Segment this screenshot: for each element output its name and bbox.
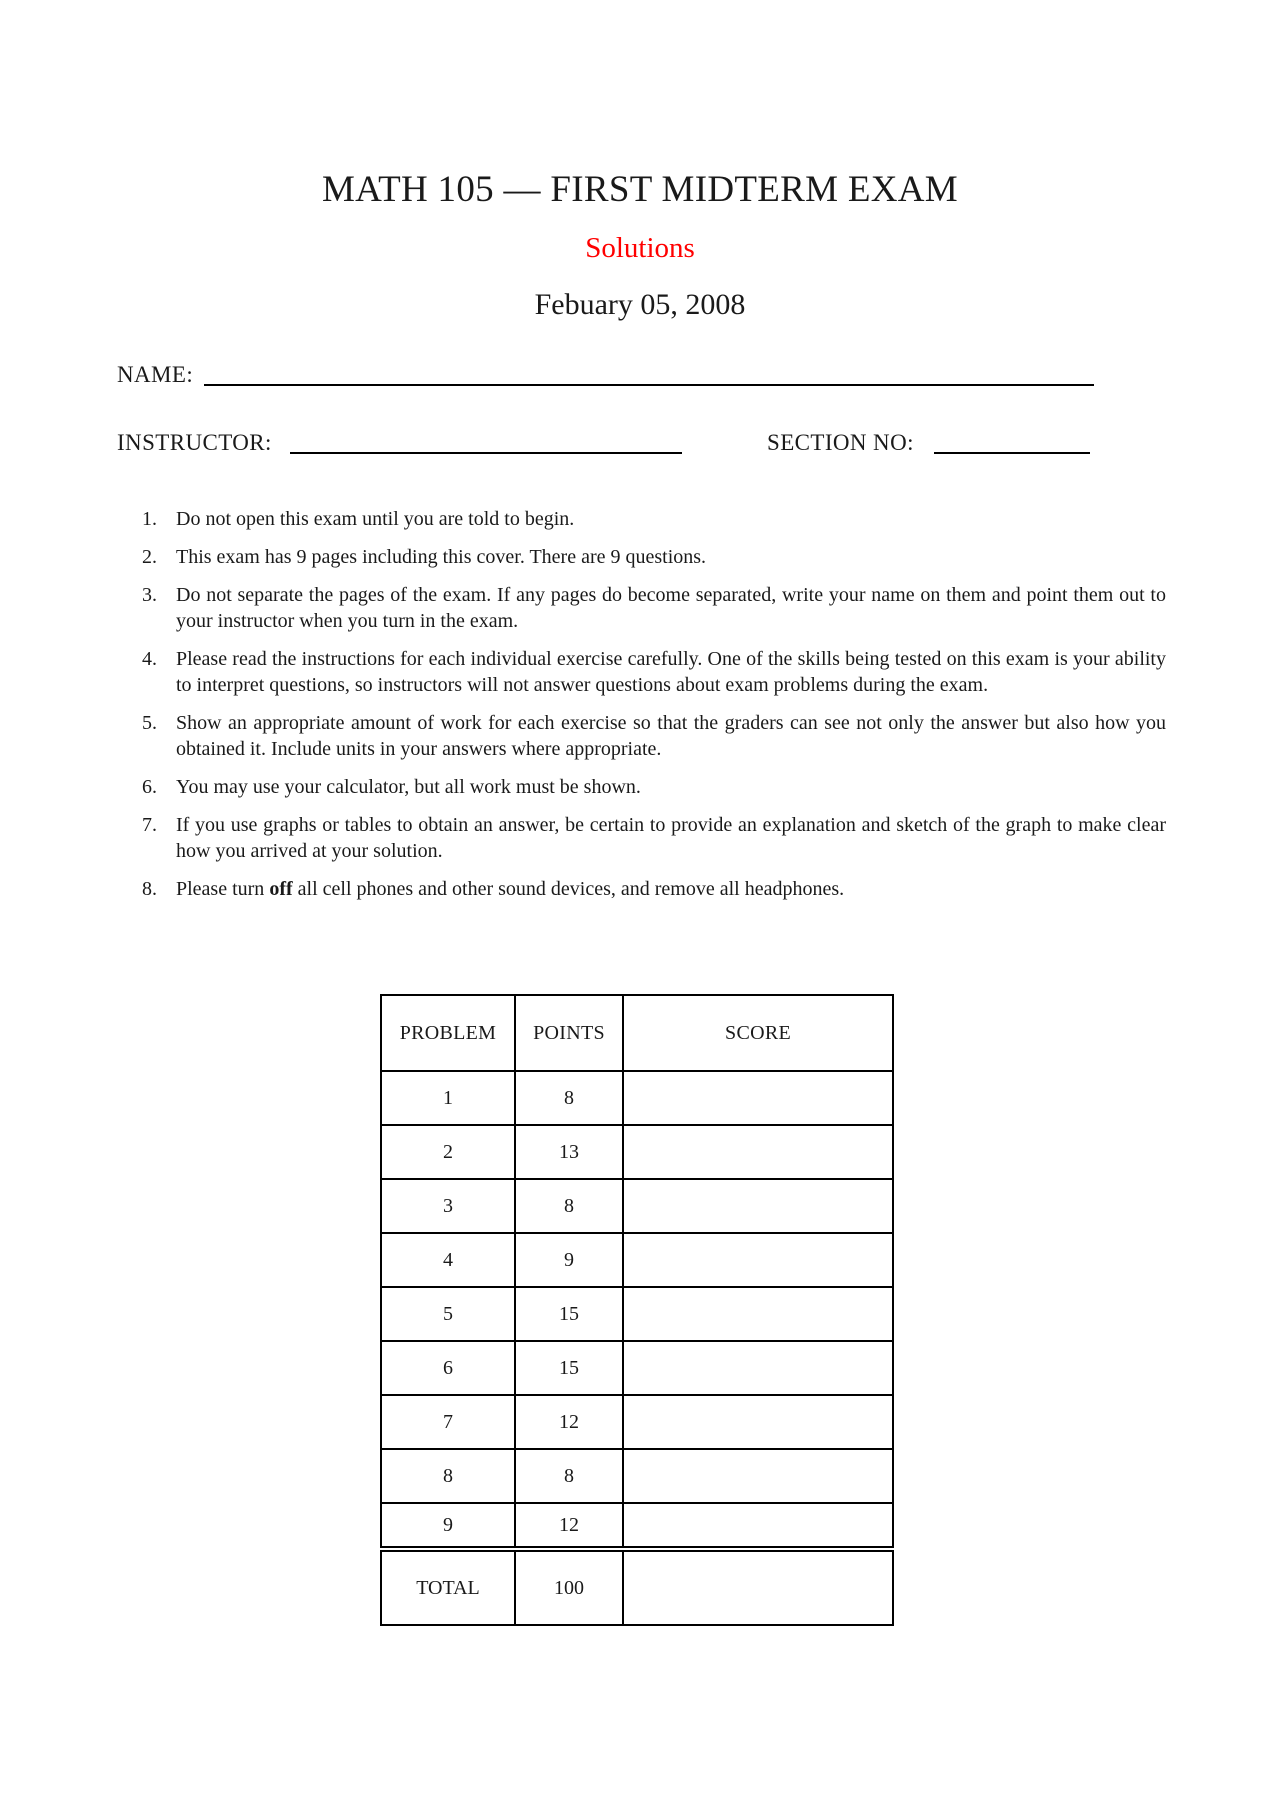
instruction-item: 1. Do not open this exam until you are told to begin. xyxy=(142,508,575,530)
problem-cell: 8 xyxy=(381,1449,515,1503)
points-column-header: POINTS xyxy=(515,995,623,1071)
points-cell: 13 xyxy=(515,1125,623,1179)
table-row xyxy=(381,1341,893,1395)
points-cell: 15 xyxy=(515,1287,623,1341)
points-cell: 9 xyxy=(515,1233,623,1287)
instructor-field[interactable] xyxy=(290,452,682,454)
instruction-text: Do not separate the pages of the exam. If any pages do become separated, write your name on them and point them out to your instructor when you turn in the exam. xyxy=(176,584,1166,632)
instruction-text: Please turn off all cell phones and other sound devices, and remove all headphones. xyxy=(176,878,845,900)
points-cell: 15 xyxy=(515,1341,623,1395)
problem-cell: 1 xyxy=(381,1071,515,1125)
instruction-text: Do not open this exam until you are told to begin. xyxy=(176,508,575,530)
problem-cell: 6 xyxy=(381,1341,515,1395)
score-table xyxy=(380,994,894,1626)
instruction-item: 5. Show an appropriate amount of work for each exercise so that the graders can see not only the answer but also how you obtained it. Include units in your answers where appropriate. xyxy=(142,712,1166,760)
problem-cell: 3 xyxy=(381,1179,515,1233)
points-cell: 12 xyxy=(515,1503,623,1549)
problem-cell: 4 xyxy=(381,1233,515,1287)
instruction-item: 8. Please turn off all cell phones and other sound devices, and remove all headphones. xyxy=(142,878,845,900)
points-cell: 12 xyxy=(515,1395,623,1449)
instruction-text: You may use your calculator, but all work must be shown. xyxy=(176,776,641,798)
section-label: SECTION NO: xyxy=(767,430,914,455)
instruction-item: 4. Please read the instructions for each individual exercise carefully. One of the skills being tested on this exam is your ability to interpret questions, so instructors will not answer questions about exam problems during the exam. xyxy=(142,648,1166,696)
score-cell[interactable] xyxy=(623,1233,893,1287)
table-row xyxy=(381,1395,893,1449)
problem-cell: 7 xyxy=(381,1395,515,1449)
problem-cell: 9 xyxy=(381,1503,515,1549)
score-cell[interactable] xyxy=(623,1071,893,1125)
points-cell: 8 xyxy=(515,1071,623,1125)
score-cell[interactable] xyxy=(623,1449,893,1503)
score-cell[interactable] xyxy=(623,1503,893,1549)
score-cell[interactable] xyxy=(623,1287,893,1341)
problem-cell: 5 xyxy=(381,1287,515,1341)
points-cell: 8 xyxy=(515,1179,623,1233)
score-column-header: SCORE xyxy=(623,995,893,1071)
instruction-item: 2. This exam has 9 pages including this cover. There are 9 questions. xyxy=(142,546,707,568)
total-label: TOTAL xyxy=(381,1549,515,1625)
table-row xyxy=(381,1233,893,1287)
total-score-cell[interactable] xyxy=(623,1549,893,1625)
exam-subtitle: Solutions xyxy=(585,232,695,264)
points-cell: 8 xyxy=(515,1449,623,1503)
table-row xyxy=(381,1503,893,1549)
exam-date: Febuary 05, 2008 xyxy=(534,288,746,321)
instruction-item: 6. You may use your calculator, but all work must be shown. xyxy=(142,776,641,798)
total-row xyxy=(381,1549,893,1625)
instruction-text: Show an appropriate amount of work for each exercise so that the graders can see not only the answer but also how you obtained it. Include units in your answers where appropriate. xyxy=(176,712,1166,760)
name-label: NAME: xyxy=(117,362,194,387)
instructor-label: INSTRUCTOR: xyxy=(117,430,272,455)
table-row xyxy=(381,1179,893,1233)
score-cell[interactable] xyxy=(623,1341,893,1395)
name-field[interactable] xyxy=(204,384,1094,386)
table-row xyxy=(381,1125,893,1179)
instructions-list xyxy=(142,506,1166,914)
table-row xyxy=(381,1071,893,1125)
table-header-row xyxy=(381,995,893,1071)
total-points: 100 xyxy=(515,1549,623,1625)
score-cell[interactable] xyxy=(623,1395,893,1449)
score-cell[interactable] xyxy=(623,1179,893,1233)
exam-title: MATH 105 — FIRST MIDTERM EXAM xyxy=(321,169,959,210)
instruction-item: 7. If you use graphs or tables to obtain an answer, be certain to provide an explanation and sketch of the graph to make clear how you arrived at your solution. xyxy=(142,814,1166,862)
instruction-bold-word: off xyxy=(269,878,293,900)
problem-column-header: PROBLEM xyxy=(381,995,515,1071)
instruction-text: If you use graphs or tables to obtain an answer, be certain to provide an explanation and sketch of the graph to make clear how you arrived at your solution. xyxy=(176,814,1166,862)
instruction-text: Please read the instructions for each individual exercise carefully. One of the skills being tested on this exam is your ability to interpret questions, so instructors will not answer questions about exam problems during the exam. xyxy=(176,648,1166,696)
table-row xyxy=(381,1287,893,1341)
instruction-text: This exam has 9 pages including this cover. There are 9 questions. xyxy=(176,546,707,568)
table-row xyxy=(381,1449,893,1503)
instruction-item: 3. Do not separate the pages of the exam. If any pages do become separated, write your name on them and point them out to your instructor when you turn in the exam. xyxy=(142,584,1166,632)
problem-cell: 2 xyxy=(381,1125,515,1179)
score-cell[interactable] xyxy=(623,1125,893,1179)
section-field[interactable] xyxy=(934,452,1090,454)
